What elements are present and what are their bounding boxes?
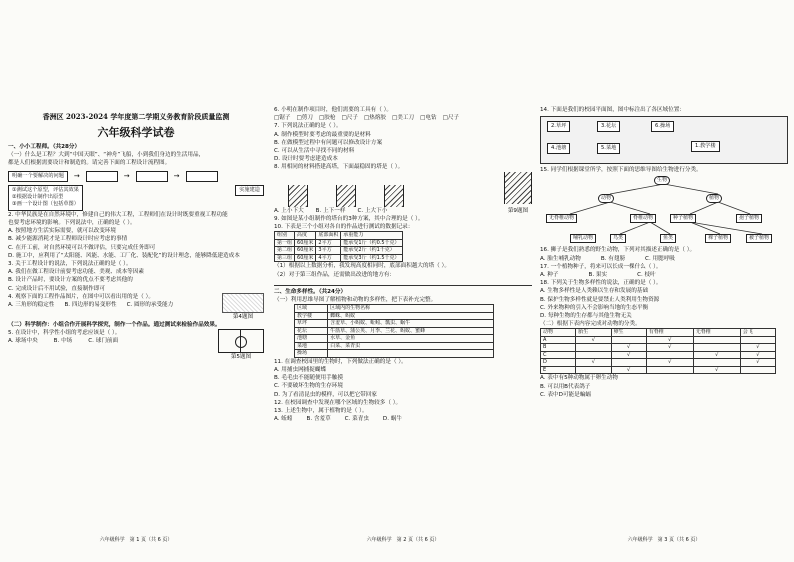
table-cell (611, 359, 646, 367)
table-cell: √ (611, 366, 646, 374)
answer-option: B. 中场 (53, 338, 73, 345)
tower-figure (288, 185, 308, 207)
flow-step: 明确一个要解决的问题 (8, 171, 68, 182)
question-text: 13. 上述生物中，属于植物的是（ ）。 (274, 407, 368, 414)
table-cell: 胎生 (576, 329, 611, 337)
map-label: 1.教学楼 (691, 141, 720, 152)
tool-option[interactable]: □锯子 (274, 115, 291, 122)
table-cell: 能承受2斤（约1千克） (341, 247, 402, 255)
table-cell (611, 336, 646, 344)
table-cell (646, 351, 693, 359)
table-cell: A (541, 336, 576, 344)
test-data-table (274, 231, 403, 262)
answer-option: A. 生物多样性是人类赖以生存和发展的基础 (540, 288, 648, 295)
table-row (295, 335, 494, 343)
answer-option: C. 在开工前，对自然环境可以不做评估，只要完成任务即可 (8, 244, 156, 251)
table-cell: D (541, 359, 576, 367)
table-cell: C (541, 351, 576, 359)
design-flowchart (8, 171, 264, 182)
table-cell: √ (646, 344, 693, 352)
answer-option: C. 用腮呼吸 (645, 255, 675, 262)
tower-figure (384, 185, 404, 207)
answer-option: B. 四边形的易变形性 (64, 302, 117, 309)
table-cell: 无脊椎 (693, 329, 740, 337)
table-cell: E (541, 366, 576, 374)
section-heading: 二、生命多样性。（共24分） (274, 288, 347, 295)
question-text: 10. 下表是三个小组对各自的作品进行测试的数据记录： (274, 224, 414, 231)
answer-option: B. 有翅膀 (600, 255, 626, 262)
answer-option: A. 球场中央 (8, 338, 38, 345)
table-cell: 操场 (295, 350, 328, 358)
tool-option[interactable]: □尺子 (341, 115, 358, 122)
answer-option: C. 完成设计后不用试验，直接制作即可 (8, 285, 105, 292)
table-row (541, 351, 776, 359)
tool-option[interactable]: □尺子 (442, 115, 460, 122)
flow-step-final: 实施建造 (235, 185, 264, 196)
tool-option[interactable]: □剪刀 (296, 115, 313, 122)
table-cell: 高度 (295, 232, 316, 240)
answer-option: D. 设计时要考虑建造成本 (274, 156, 338, 163)
answer-option: B. 设计产品时，要设计方案的优点不要考虑其他的 (8, 277, 133, 284)
tree-node: 脊椎动物 (630, 214, 656, 223)
tree-node: 生物 (654, 176, 670, 185)
campus-map (540, 116, 788, 164)
table-cell: 教学楼 (295, 312, 328, 320)
map-label: 4.池塘 (547, 143, 570, 154)
exam-header: 香洲区 2023-2024 学年度第二学期义务教育阶段质量监测 (42, 112, 230, 121)
table-cell: 区域内的生物名称 (328, 305, 494, 313)
table-cell: 组别 (275, 232, 295, 240)
bridge-figure (222, 293, 264, 313)
question-text: 8. 用相同的材料搭建高塔，下面最稳固的塔是（ ）。 (274, 164, 404, 171)
flow-blank[interactable] (136, 171, 168, 182)
page-footer: 六年级科学 第 3 页（共 6 页） (627, 536, 701, 543)
tree-node: 鸟类 (610, 234, 626, 243)
table-cell: 动物 (541, 329, 576, 337)
table-cell: √ (611, 344, 646, 352)
answer-option: A. 胎生哺乳动物 (540, 255, 581, 262)
campus-survey-table (294, 304, 494, 358)
flow-option: ①测试这个原型，评估其效果 (12, 186, 79, 193)
table-cell: 会飞 (740, 329, 775, 337)
table-cell: √ (576, 336, 611, 344)
answer-line[interactable] (274, 279, 532, 286)
table-cell: √ (611, 351, 646, 359)
table-cell (693, 359, 740, 367)
intro-line: （一）利用思维导图了解植物和动物的多样性，把下表补充完整。 (274, 297, 437, 304)
exam-page-2 (274, 106, 532, 546)
table-cell: B (541, 344, 576, 352)
flow-blank[interactable] (186, 171, 218, 182)
answer-option: A. 上小下大 (274, 207, 304, 214)
table-row (295, 305, 494, 313)
table-cell: 能承受1斤（约0.5千克） (341, 239, 402, 247)
table-row (275, 254, 403, 262)
tool-option[interactable]: □胶枪 (318, 115, 336, 122)
table-cell: 池塘 (295, 335, 328, 343)
table-cell (646, 366, 693, 374)
table-cell: 卵生 (611, 329, 646, 337)
table-row (275, 232, 403, 240)
table-cell: √ (740, 351, 775, 359)
tree-node: 鱼类 (660, 234, 676, 243)
question-text: 11. 在调查校园里的生物时，下列做法正确的是（ ）。 (274, 358, 407, 365)
answer-option: A. 表中有5种动物属于卵生动物 (540, 375, 618, 382)
exam-page-1 (8, 106, 264, 546)
table-cell: √ (740, 344, 775, 352)
answer-option: C. 外来物种的引入不会影响当地的生态平衡 (540, 304, 649, 311)
question-text: 17. 一个植物种子，将来可以长成一棵什么（ ）。 (540, 263, 662, 270)
arrow-icon: → (73, 172, 80, 180)
section-heading: （二）科学制作：小组合作开展科学探究，制作一个作品。通过测试来检验作品效果。 (8, 322, 221, 329)
tree-node: 裸子植物 (705, 234, 731, 243)
table-cell (740, 366, 775, 374)
animal-classification-table (540, 328, 776, 374)
table-cell: 60厘米 (295, 254, 316, 262)
table-row (295, 312, 494, 320)
answer-option: C. 不要破坏生物的生存环境 (274, 383, 343, 390)
table-cell: 能承受3斤（约1.5千克） (341, 254, 402, 262)
tool-option[interactable]: □热熔胶 (363, 115, 387, 122)
answer-option: B. 可以用B代表鸽子 (540, 383, 591, 390)
flow-option: ②根据设计制作出原型 (12, 194, 64, 201)
table-cell: 含羞草、小蚂蚁、蚯蚓、瓢虫、蜗牛 (328, 320, 494, 328)
answer-option: B. 保护生物多样性就是要禁止人类利用生物资源 (540, 296, 660, 303)
table-cell: 白菜、菜青虫 (328, 342, 494, 350)
table-cell: 有脊椎 (646, 329, 693, 337)
table-cell: 第二组 (275, 247, 295, 255)
question-text: （2）对于第三组作品，还需做出改进的地方有： (274, 271, 396, 278)
answer-option: A. 我们在做工程设计前要考虑功能、美观、成本等因素 (8, 269, 144, 276)
answer-option: D. 每种生物的生存都与其他生物无关 (540, 313, 632, 320)
table-cell: 承重能力 (341, 232, 402, 240)
map-label: 5.菜地 (597, 143, 620, 154)
question-text: 2. 中华民族是在自然环境中，修建自己的伟大工程，工程师们在设计时既要重视工程功能 (8, 211, 228, 218)
table-cell: 底部面积 (316, 232, 341, 240)
question-text: （二）根据下表内容完成对动物的分类。 (540, 321, 641, 328)
table-cell (576, 351, 611, 359)
table-row (541, 329, 776, 337)
exam-page-3 (540, 106, 788, 546)
table-cell: √ (576, 359, 611, 367)
table-cell: 第三组 (275, 254, 295, 262)
answer-option: D. 蜗牛 (382, 416, 402, 423)
classification-tree (540, 176, 788, 246)
answer-option: A. 种子 (540, 272, 559, 279)
question-text: 15. 同学们根据课堂所学，按照下面的思维导图给生物进行分类。 (540, 167, 702, 174)
answer-option: C. 上大下小 (357, 207, 388, 214)
section-heading: 一、小小工程师。（共28分） (8, 144, 81, 150)
answer-option: A. 蚯蚓 (274, 416, 293, 423)
answer-option: C. 圆形的承受能力 (126, 302, 174, 309)
answer-option: A. 三角形的稳定性 (8, 302, 55, 309)
table-cell: √ (646, 336, 693, 344)
question-text: 12. 在校园调查中发现在哪个区域的生物较多（ ）。 (274, 399, 402, 406)
table-cell: 草坪 (295, 320, 328, 328)
answer-option: B. 毛毛虫不能随便用手触摸 (274, 375, 343, 382)
table-cell[interactable] (328, 350, 494, 358)
table-cell: 菜地 (295, 342, 328, 350)
tool-option[interactable]: □电钻 (420, 115, 437, 122)
question-text: 14. 下面是我们的校园平面图，图中标注出了各区域位置： (540, 107, 685, 113)
answer-option: C. 菜青虫 (344, 416, 369, 423)
question-text: 4. 观察下面的工程作品图片，在图中可以看出用的是（ ）。 (8, 293, 154, 300)
flow-option: ③画一个设计图（包括草图） (12, 201, 79, 208)
question-text: 7. 下列说法正确的是（ ）。 (274, 123, 342, 130)
table-cell: 4平方 (316, 254, 341, 262)
table-cell: 3平方 (316, 247, 341, 255)
answer-option: B. 上下一样 (315, 207, 346, 214)
tool-option[interactable]: □美工刀 (392, 115, 415, 122)
table-cell (693, 344, 740, 352)
answer-option: C. 可以从生活中寻找不同的材料 (274, 148, 355, 155)
tree-node: 被子植物 (746, 234, 772, 243)
page-footer: 六年级科学 第 2 页（共 6 页） (366, 536, 440, 543)
flow-blank[interactable] (86, 171, 118, 182)
question-text: 6. 小明在制作项目时，他们需要的工具有（ ）。 (274, 107, 392, 113)
question-text: 18. 下列关于生物多样性的说法，正确的是（ ）。 (540, 280, 662, 287)
answer-option: D. 为了看清昆虫的模样，可以把它带回家 (274, 391, 377, 398)
table-cell: 2平方 (316, 239, 341, 247)
intro-line: （一）什么是工程？大到“中国天眼”、“神舟”飞船，小到我们身边的生活用品， (8, 152, 205, 159)
question-text: （1）根据以上数据分析，我发现高度相同时，底部面积越大的塔（ ）。 (274, 263, 450, 270)
table-cell: 水草、金鱼 (328, 335, 494, 343)
tower-figure (504, 172, 532, 204)
tree-node: 哺乳动物 (570, 234, 596, 243)
answer-option: B. 减少能源消耗才是工程师设计时应考虑的事情 (8, 236, 128, 243)
table-cell: 60厘米 (295, 239, 316, 247)
table-row (541, 366, 776, 374)
arrow-icon: → (123, 172, 130, 180)
map-label: 6.操场 (651, 121, 674, 132)
answer-option: C. 球门前面 (88, 338, 119, 345)
table-row (295, 327, 494, 335)
table-cell: √ (646, 359, 693, 367)
question-text: 3. 关于工程设计的说法，下列说法正确的是（ ）。 (8, 261, 132, 268)
question-text: 5. 在设计中，科学性小组的考虑应该是（ ）。 (8, 330, 121, 337)
table-row (275, 247, 403, 255)
table-cell: √ (740, 359, 775, 367)
soccer-field-figure (218, 329, 264, 353)
table-cell: 60厘米 (295, 247, 316, 255)
tree-node: 动物 (598, 194, 614, 203)
answer-option: A. 制作模型时要考虑的最重要的是材料 (274, 131, 371, 138)
arrow-icon: → (173, 172, 180, 180)
answer-option: B. 果实 (588, 272, 608, 279)
table-cell: 第一组 (275, 239, 295, 247)
answer-option: D. 施工中，应利用了“太阳能、风能、水能、工厂化、装配化”的设计理念，能够降低建造成本 (8, 252, 240, 259)
question-text: 9. 如图是某小组制作的塔台的3种方案，其中合理的是（ ）。 (274, 216, 424, 223)
table-cell: 牛筋草、蒲公英、月季、兰花、蚂蚁、蜜蜂 (328, 327, 494, 335)
table-cell: 花坛 (295, 327, 328, 335)
table-cell: √ (693, 366, 740, 374)
answer-option: B. 在做模型过程中有问题可以修改设计方案 (274, 139, 383, 146)
answer-option: A. 用捕虫网捕捉蝴蝶 (274, 366, 327, 373)
table-cell: √ (693, 351, 740, 359)
table-cell (576, 366, 611, 374)
table-row (541, 359, 776, 367)
table-row (541, 336, 776, 344)
tree-node: 植物 (706, 194, 722, 203)
question-text: 也要考虑环境的影响。下列说法中，正确的是（ ）。 (8, 220, 136, 227)
flow-options (8, 185, 83, 211)
table-row (295, 350, 494, 358)
figure-caption: 第9题图 (507, 207, 529, 214)
table-row (295, 320, 494, 328)
table-cell (693, 336, 740, 344)
figure-caption: 第4题图 (232, 313, 254, 320)
figure-caption: 第5题图 (230, 354, 252, 361)
answer-option: B. 含羞草 (306, 416, 331, 423)
tower-figure (336, 185, 356, 207)
exam-title: 六年级科学试卷 (97, 126, 175, 139)
question-text: 16. 狮子是我们熟悉的野生动物，下列对其描述正确的是（ ）。 (540, 247, 696, 254)
tree-node: 无脊椎动物 (546, 214, 577, 223)
answer-option: A. 按照地方生活实际需要，就可以改变环境 (8, 228, 116, 235)
table-cell: 区域 (295, 305, 328, 313)
map-label: 3.花坛 (597, 121, 620, 132)
intro-line: 都是人们根据需要设计和制造的。请完善下面的工程设计流程图。 (8, 160, 171, 167)
table-cell (576, 344, 611, 352)
answer-option: C. 表中D可能是蝙蝠 (540, 391, 591, 398)
table-cell (740, 336, 775, 344)
map-label: 2.草坪 (547, 121, 570, 132)
tree-node: 种子植物 (670, 214, 696, 223)
tree-node: 孢子植物 (736, 214, 762, 223)
table-row (541, 344, 776, 352)
table-row (275, 239, 403, 247)
answer-option: C. 枝叶 (637, 272, 656, 279)
table-cell: 蜘蛛、蚂蚁 (328, 312, 494, 320)
table-row (295, 342, 494, 350)
page-footer: 六年级科学 第 1 页（共 6 页） (99, 536, 173, 543)
